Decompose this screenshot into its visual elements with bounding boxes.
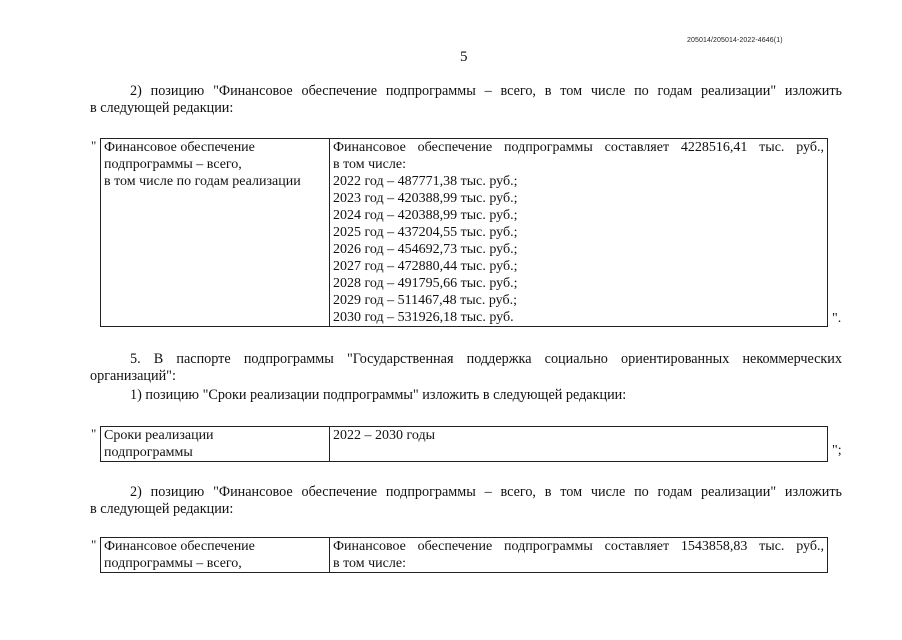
open-quote: ": [91, 138, 97, 153]
open-quote: ": [91, 537, 97, 552]
terms-value: 2022 – 2030 годы: [333, 428, 436, 443]
close-quote: ";: [832, 443, 842, 458]
financing-value-cell: [330, 538, 828, 573]
label-line: Финансовое обеспечение: [104, 140, 255, 155]
page-number: 5: [460, 49, 468, 65]
financing-table-1: [100, 138, 828, 327]
section3-intro-line2: в следующей редакции:: [90, 501, 234, 517]
label-line: в том числе по годам реализации: [104, 174, 301, 189]
financing-label-cell: [101, 139, 330, 327]
year-line: 2027 год – 472880,44 тыс. руб.;: [333, 259, 518, 274]
value-line: в том числе:: [333, 556, 406, 571]
section2-heading-line2: организаций":: [90, 368, 176, 384]
value-line: Финансовое обеспечение подпрограммы составляет 4228516,41 тыс. руб.,: [333, 140, 824, 155]
label-line: подпрограммы – всего,: [104, 157, 242, 172]
year-line: 2030 год – 531926,18 тыс. руб.: [333, 310, 514, 325]
section3-intro: [90, 484, 842, 518]
label-line: подпрограммы – всего,: [104, 556, 242, 571]
section1-intro-line1: 2) позицию "Финансовое обеспечение подпрограммы – всего, в том числе по годам реализации" изложить: [130, 83, 842, 99]
section2-item1: 1) позицию "Сроки реализации подпрограммы" изложить в следующей редакции:: [130, 387, 627, 403]
year-line: 2029 год – 511467,48 тыс. руб.;: [333, 293, 517, 308]
value-line: Финансовое обеспечение подпрограммы составляет 1543858,83 тыс. руб.,: [333, 539, 824, 554]
section3-intro-line1: 2) позицию "Финансовое обеспечение подпрограммы – всего, в том числе по годам реализации" изложить: [130, 484, 842, 500]
year-line: 2024 год – 420388,99 тыс. руб.;: [333, 208, 518, 223]
label-line: подпрограммы: [104, 445, 193, 460]
section1-intro-line2: в следующей редакции:: [90, 100, 234, 116]
financing-value-cell: [330, 139, 828, 327]
year-line: 2028 год – 491795,66 тыс. руб.;: [333, 276, 518, 291]
year-line: 2023 год – 420388,99 тыс. руб.;: [333, 191, 518, 206]
year-line: 2022 год – 487771,38 тыс. руб.;: [333, 174, 518, 189]
year-line: 2025 год – 437204,55 тыс. руб.;: [333, 225, 518, 240]
value-line: в том числе:: [333, 157, 406, 172]
financing-label-cell: [101, 538, 330, 573]
section1-intro: [90, 83, 842, 117]
label-line: Финансовое обеспечение: [104, 539, 255, 554]
financing-table-2: [100, 537, 828, 573]
open-quote: ": [91, 426, 97, 441]
terms-value-cell: [330, 427, 828, 462]
close-quote: ".: [832, 311, 842, 326]
document-id: 205014/205014-2022-4646(1): [687, 37, 783, 44]
terms-label-cell: [101, 427, 330, 462]
year-line: 2026 год – 454692,73 тыс. руб.;: [333, 242, 518, 257]
label-line: Сроки реализации: [104, 428, 214, 443]
section2-heading-line1: 5. В паспорте подпрограммы "Государственная поддержка социально ориентированных некоммерческих: [130, 351, 842, 367]
section2-heading: [90, 351, 842, 385]
terms-table: [100, 426, 828, 462]
